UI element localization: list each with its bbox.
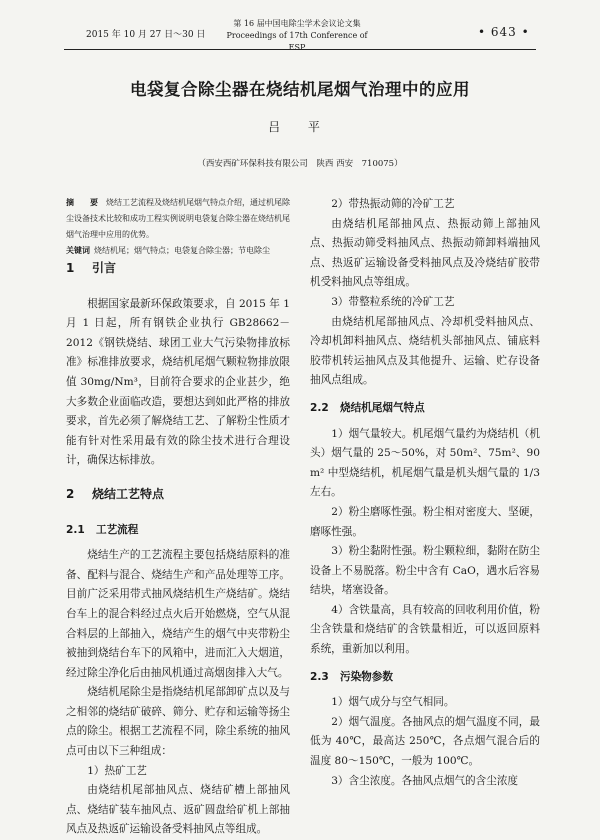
header-conference-cn: 第 16 届中国电除尘学术会议论文集 xyxy=(233,19,361,28)
pollutant-param-2: 2）烟气温度。各抽风点的烟气温度不同，最低为 40℃，最高达 250℃，各点烟气混合后的温度 80～150℃，一般为 100℃。 xyxy=(310,715,540,768)
left-column xyxy=(66,195,290,840)
flue-gas-feature-1: 1）烟气量较大。机尾烟气量约为烧结机（机头）烟气量的 25～50%，对 50m²、75m²、90 m² 中型烧结机，机尾烟气量是机头烟气量的 1/3 左右。 xyxy=(310,427,540,499)
section-2-1-paragraph-1: 烧结生产的工艺流程主要包括烧结原料的准备、配料与混合、烧结生产和产品处理等工序。目前广泛采用带式抽风烧结机生产烧结矿。烧结台车上的混合料经过点火后开始燃烧，空气从混合料层的上部抽入，烧结产生的烟气中夹带粉尘被抽到烧结台车下的风箱中，进而汇入大烟道，经过除尘净化后由抽风机通过高烟囱排入大气。 xyxy=(66,549,290,679)
section-2-2-title: 烧结机尾烟气特点 xyxy=(340,401,425,414)
abstract xyxy=(66,195,290,243)
page-number: • 643 • xyxy=(478,25,530,39)
keywords-text: 烧结机尾；烟气特点；电袋复合除尘器；节电除尘 xyxy=(94,246,270,255)
flue-gas-feature-2: 2）粉尘磨啄性强。粉尘相对密度大、坚硬，磨啄性强。 xyxy=(310,505,540,538)
pollutant-param-1: 1）烟气成分与空气相同。 xyxy=(331,696,455,709)
hot-ore-process-text: 由烧结机尾部抽风点、烧结矿槽上部抽风点、烧结矿装车抽风点、返矿圆盘给矿机上部抽风点及热返矿运输设备受料抽风点等组成。 xyxy=(66,784,290,836)
paper-author: 吕 平 xyxy=(268,120,332,134)
section-2-2-number: 2.2 xyxy=(310,401,329,414)
section-2-3-title: 污染物参数 xyxy=(340,670,393,683)
section-2-number: 2 xyxy=(66,486,75,501)
section-1-paragraph: 根据国家最新环保政策要求，自 2015 年 1 月 1 日起，所有钢铁企业执行 GB28662－2012《钢铁烧结、球团工业大气污染物排放标准》标准排放要求，烧结机尾烟气颗粒物排放限值 30mg/Nm³，目前符合要求的企业甚少，绝大多数企业面临改造，要想达到如此严格的排放要求，首先必须了解烧结工艺、了解粉尘性质才能有针对性采用最有效的除尘技术进行合理设计，确保达标排放。 xyxy=(66,297,290,467)
cold-ore-sizing-process-title: 3）带整粒系统的冷矿工艺 xyxy=(331,295,455,308)
section-2-1-heading xyxy=(66,521,290,541)
cold-ore-screen-process-text: 由烧结机尾部抽风点、热振动筛上部抽风点、热振动筛受料抽风点、热振动筛卸料端抽风点、热返矿运输设备受料抽风点及冷烧结矿胶带机受料抽风点等组成。 xyxy=(310,217,540,289)
keywords-label: 关键词 xyxy=(66,246,90,255)
section-2-2-heading xyxy=(310,399,540,419)
running-header xyxy=(0,0,600,56)
cold-ore-sizing-process-text: 由烧结机尾部抽风点、冷却机受料抽风点、冷却机卸料抽风点、烧结机头部抽风点、铺底料胶带机转运抽风点及其他提升、运输、贮存设备抽风点组成。 xyxy=(310,315,540,387)
header-date: 2015 年 10 月 27 日～30 日 xyxy=(86,30,206,40)
section-2-1-paragraph-2: 烧结机尾除尘是指烧结机尾部卸矿点以及与之相邻的烧结矿破碎、筛分、贮存和运输等扬尘点的除尘。根据工艺流程不同，除尘系统的抽风点可由以下三种组成： xyxy=(66,686,290,758)
keywords xyxy=(66,243,290,259)
section-2-3-heading xyxy=(310,668,540,688)
section-2-title: 烧结工艺特点 xyxy=(92,486,165,501)
section-2-1-number: 2.1 xyxy=(66,523,85,536)
right-column xyxy=(310,195,540,791)
section-1-number: 1 xyxy=(66,261,75,275)
section-2-1-title: 工艺流程 xyxy=(96,523,139,536)
section-2-heading xyxy=(66,485,290,505)
header-conference-en: Proceedings of 17th Conference of ESP xyxy=(226,31,368,52)
section-1-title: 引言 xyxy=(92,261,117,275)
flue-gas-feature-4: 4）含铁量高，具有较高的回收利用价值，粉尘含铁量和烧结矿的含铁量相近，可以返回原料系统，重新加以利用。 xyxy=(310,603,540,656)
abstract-label: 摘 要 xyxy=(66,198,102,207)
paper-affiliation: （西安西矿环保科技有限公司 陕西 西安 710075） xyxy=(197,159,403,169)
hot-ore-process-title: 1）热矿工艺 xyxy=(87,764,147,777)
abstract-text: 烧结工艺流程及烧结机尾烟气特点介绍，通过机尾除尘设备技术比较和成功工程实例说明电袋复合除尘器在烧结机尾烟气治理中应用的优势。 xyxy=(66,198,290,239)
flue-gas-feature-3: 3）粉尘黏附性强。粉尘颗粒细，黏附在防尘设备上不易脱落。粉尘中含有 CaO，遇水后容易结块，堵塞设备。 xyxy=(310,545,540,597)
header-rule xyxy=(64,49,536,50)
cold-ore-screen-process-title: 2）带热振动筛的冷矿工艺 xyxy=(331,198,455,210)
paper-title: 电袋复合除尘器在烧结机尾烟气治理中的应用 xyxy=(130,80,470,99)
section-2-3-number: 2.3 xyxy=(310,670,329,683)
pollutant-param-3: 3）含尘浓度。各抽风点烟气的含尘浓度 xyxy=(331,774,519,787)
section-1-heading xyxy=(66,259,290,279)
